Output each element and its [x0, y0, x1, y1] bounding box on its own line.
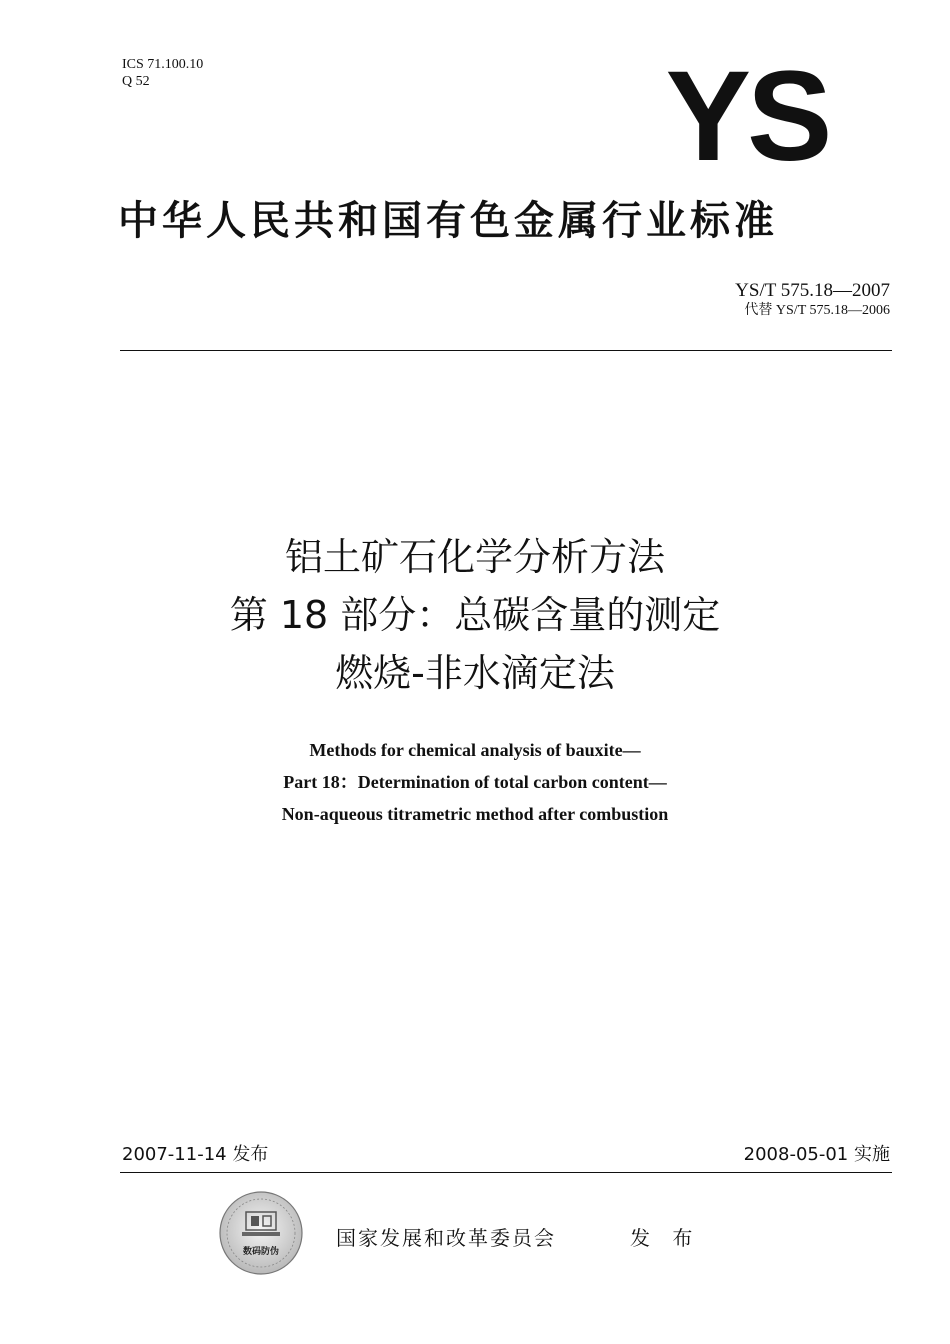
publish-label: 发 布	[630, 1226, 701, 1250]
english-title-line-3: Non-aqueous titrametric method after combustion	[281, 804, 669, 824]
ys-logo	[652, 58, 842, 170]
anti-counterfeit-seal-icon	[218, 1190, 304, 1276]
chinese-title	[0, 528, 950, 702]
standard-number-block	[735, 280, 890, 320]
replaces-number: 代替 YS/T 575.18—2006	[744, 303, 890, 318]
english-title	[0, 734, 950, 830]
issue-date: 2007-11-14 发布	[122, 1144, 269, 1165]
english-title-line-2: Part 18：Determination of total carbon content—	[283, 772, 667, 792]
english-title-line-1: Methods for chemical analysis of bauxite—	[309, 740, 641, 760]
svg-text:YS: YS	[665, 58, 829, 170]
ics-code: ICS 71.100.10	[122, 57, 204, 72]
classification-codes	[122, 56, 203, 90]
ccs-code: Q 52	[122, 74, 150, 89]
publisher-name: 国家发展和改革委员会	[336, 1226, 556, 1250]
standard-number: YS/T 575.18—2007	[735, 280, 890, 301]
effective-date: 2008-05-01 实施	[743, 1144, 890, 1165]
svg-text:数码防伪: 数码防伪	[242, 1247, 280, 1257]
header-divider	[120, 350, 892, 351]
footer-divider	[120, 1172, 892, 1173]
standard-category-title: 中华人民共和国有色金属行业标准	[118, 198, 778, 244]
chinese-title-line-3: 燃烧-非水滴定法	[335, 651, 615, 695]
chinese-title-line-2: 第 18 部分：总碳含量的测定	[229, 593, 721, 637]
chinese-title-line-1: 铝土矿石化学分析方法	[284, 535, 665, 579]
